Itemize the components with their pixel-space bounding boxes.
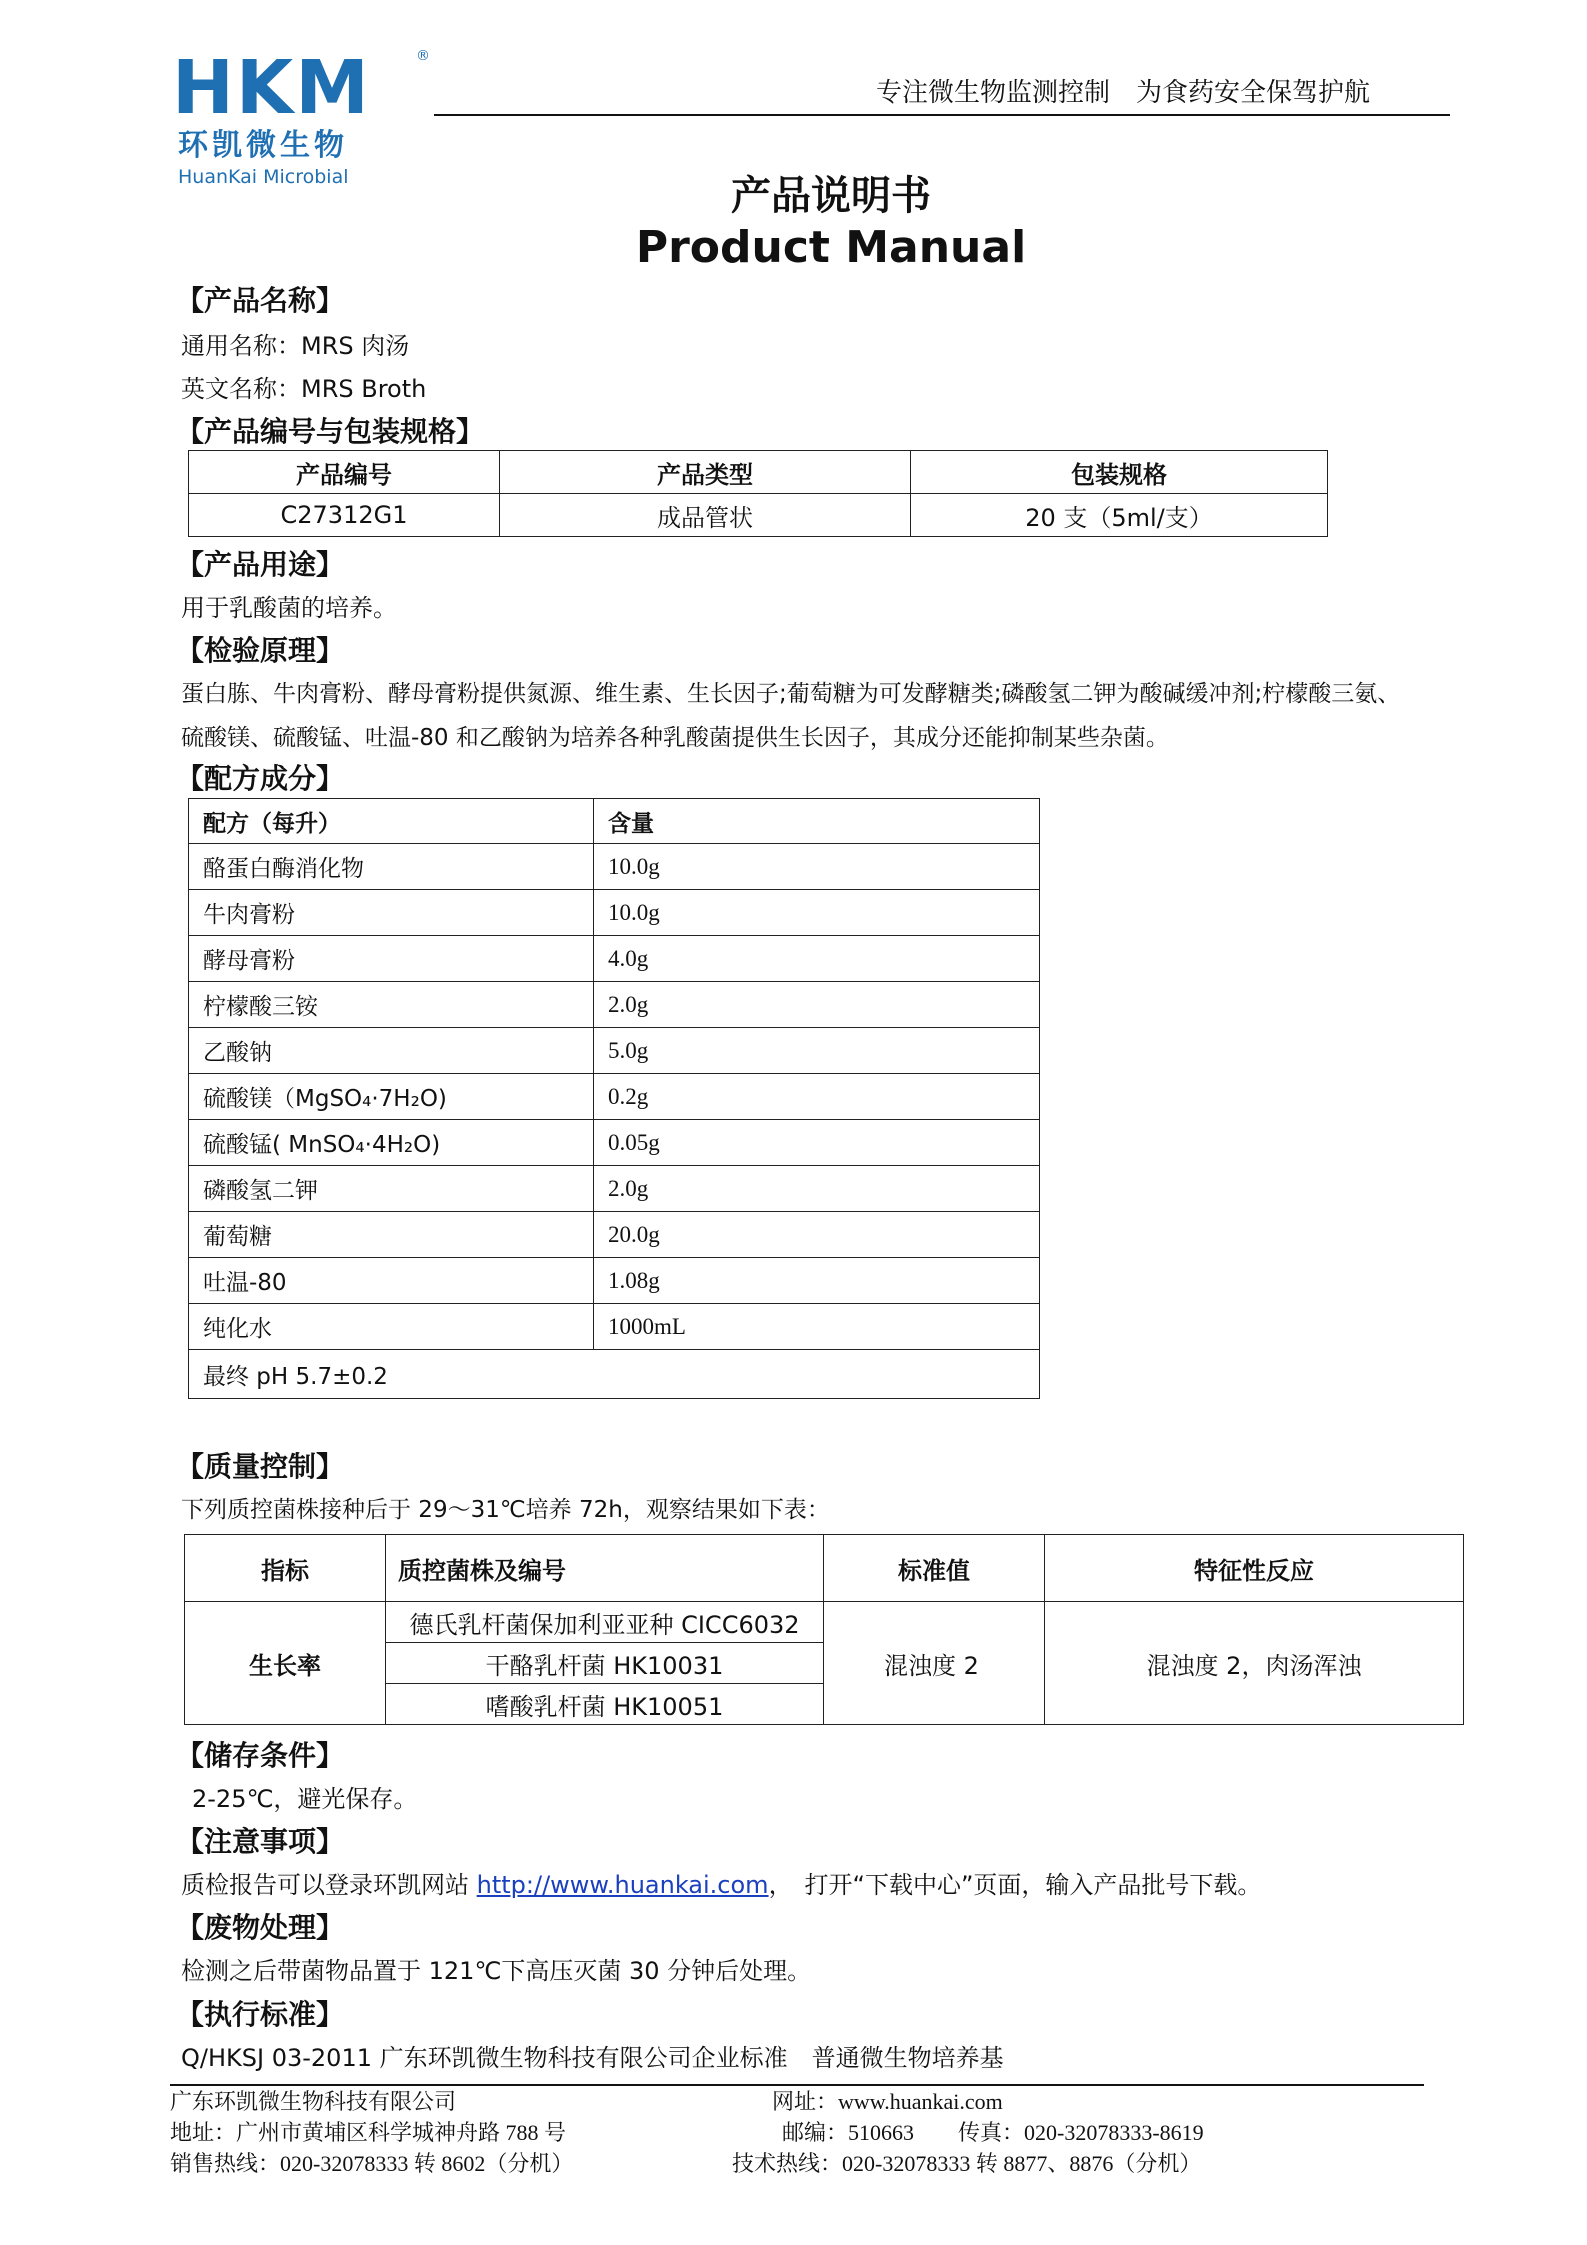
- ingredient: 酵母膏粉: [189, 936, 594, 982]
- notes-text-before: 质检报告可以登录环凯网站: [181, 1871, 477, 1899]
- table-row: [189, 936, 1040, 982]
- principle-line-1: 蛋白胨、牛肉膏粉、酵母膏粉提供氮源、维生素、生长因子;葡萄糖为可发酵糖类;磷酸氢二钾为酸碱缓冲剂;柠檬酸三氨、: [181, 681, 1401, 707]
- table-row: [189, 1028, 1040, 1074]
- col-header: 标准值: [824, 1535, 1045, 1602]
- characteristic-reaction: 混浊度 2，肉汤浑浊: [1045, 1602, 1464, 1725]
- section-standard: 【执行标准】: [176, 1998, 345, 2031]
- ingredient: 柠檬酸三铵: [189, 982, 594, 1028]
- section-spec: 【产品编号与包装规格】: [176, 415, 485, 448]
- table-row: [189, 1212, 1040, 1258]
- section-formula: 【配方成分】: [176, 762, 345, 795]
- section-product-name: 【产品名称】: [176, 284, 345, 317]
- footer-postcode: 邮编：510663: [782, 2120, 915, 2145]
- product-code: C27312G1: [189, 494, 500, 537]
- ingredient: 硫酸锰( MnSO₄·4H₂O): [189, 1120, 594, 1166]
- registered-mark: ®: [416, 48, 430, 64]
- table-row: [189, 1120, 1040, 1166]
- amount: 4.0g: [594, 936, 1040, 982]
- table-row: [189, 1350, 1040, 1399]
- qc-intro: 下列质控菌株接种后于 29～31℃培养 72h，观察结果如下表：: [181, 1497, 830, 1523]
- notes-text: [181, 1869, 1261, 1901]
- amount: 2.0g: [594, 982, 1040, 1028]
- ingredient: 纯化水: [189, 1304, 594, 1350]
- col-header: 指标: [185, 1535, 386, 1602]
- company-logo: [172, 45, 432, 188]
- product-type: 成品管状: [500, 494, 911, 537]
- page-title-en: Product Manual: [635, 222, 1027, 273]
- storage-text: 2-25℃，避光保存。: [192, 1785, 418, 1813]
- table-header-row: [189, 451, 1328, 494]
- table-header-row: [185, 1535, 1464, 1602]
- ingredient: 牛肉膏粉: [189, 890, 594, 936]
- notes-text-after: ， 打开“下载中心”页面，输入产品批号下载。: [768, 1871, 1262, 1899]
- table-row: [189, 890, 1040, 936]
- table-row: [189, 844, 1040, 890]
- final-ph: 最终 pH 5.7±0.2: [189, 1350, 1040, 1399]
- logo-english-name: HuanKai Microbial: [178, 166, 349, 188]
- col-header: 含量: [594, 799, 1040, 844]
- amount: 5.0g: [594, 1028, 1040, 1074]
- col-header: 配方（每升）: [189, 799, 594, 844]
- amount: 20.0g: [594, 1212, 1040, 1258]
- footer-divider: [170, 2084, 1424, 2086]
- col-header: 质控菌株及编号: [386, 1535, 824, 1602]
- footer-sales-hotline: 销售热线：020-32078333 转 8602（分机）: [170, 2151, 574, 2176]
- strain: 干酪乳杆菌 HK10031: [386, 1643, 824, 1684]
- table-row: [189, 1166, 1040, 1212]
- amount: 10.0g: [594, 890, 1040, 936]
- col-header: 产品编号: [189, 451, 500, 494]
- section-disposal: 【废物处理】: [176, 1911, 345, 1944]
- footer-fax: 传真：020-32078333-8619: [958, 2120, 1204, 2145]
- header-divider: [434, 114, 1450, 116]
- ingredient: 乙酸钠: [189, 1028, 594, 1074]
- section-qc: 【质量控制】: [176, 1450, 345, 1483]
- strain: 嗜酸乳杆菌 HK10051: [386, 1684, 824, 1725]
- website-link[interactable]: http://www.huankai.com: [476, 1871, 769, 1899]
- usage-text: 用于乳酸菌的培养。: [181, 594, 397, 622]
- strain: 德氏乳杆菌保加利亚亚种 CICC6032: [386, 1602, 824, 1643]
- standard-value: 混浊度 2: [824, 1602, 1045, 1725]
- ingredient: 硫酸镁（MgSO₄·7H₂O): [189, 1074, 594, 1120]
- amount: 1.08g: [594, 1258, 1040, 1304]
- spec-table: [188, 450, 1328, 537]
- disposal-text: 检测之后带菌物品置于 121℃下高压灭菌 30 分钟后处理。: [181, 1957, 812, 1985]
- ingredient: 葡萄糖: [189, 1212, 594, 1258]
- section-usage: 【产品用途】: [176, 548, 345, 581]
- section-storage: 【储存条件】: [176, 1739, 345, 1772]
- footer-company: 广东环凯微生物科技有限公司: [170, 2089, 457, 2114]
- standard-text: Q/HKSJ 03-2011 广东环凯微生物科技有限公司企业标准 普通微生物培养基: [181, 2044, 1004, 2072]
- table-row: [189, 1304, 1040, 1350]
- col-header: 产品类型: [500, 451, 911, 494]
- table-row: [185, 1602, 1464, 1643]
- ingredient: 酪蛋白酶消化物: [189, 844, 594, 890]
- english-name: 英文名称：MRS Broth: [181, 375, 427, 403]
- col-header: 特征性反应: [1045, 1535, 1464, 1602]
- principle-line-2: 硫酸镁、硫酸锰、吐温-80 和乙酸钠为培养各种乳酸菌提供生长因子，其成分还能抑制某些杂菌。: [181, 725, 1169, 751]
- table-row: [189, 494, 1328, 537]
- page-title-cn: 产品说明书: [731, 173, 931, 219]
- common-name: 通用名称：MRS 肉汤: [181, 332, 410, 360]
- ingredient: 吐温-80: [189, 1258, 594, 1304]
- footer-website: 网址：www.huankai.com: [772, 2089, 1003, 2114]
- amount: 0.2g: [594, 1074, 1040, 1120]
- ingredient: 磷酸氢二钾: [189, 1166, 594, 1212]
- logo-chinese-name: 环凯微生物: [178, 128, 348, 163]
- table-row: [189, 1074, 1040, 1120]
- table-row: [189, 1258, 1040, 1304]
- amount: 0.05g: [594, 1120, 1040, 1166]
- formula-table: [188, 798, 1040, 1399]
- table-header-row: [189, 799, 1040, 844]
- col-header: 包装规格: [911, 451, 1328, 494]
- section-principle: 【检验原理】: [176, 634, 345, 667]
- table-row: [189, 982, 1040, 1028]
- indicator: 生长率: [185, 1602, 386, 1725]
- logo-mark: HKM: [172, 45, 371, 131]
- section-notes: 【注意事项】: [176, 1825, 345, 1858]
- amount: 1000mL: [594, 1304, 1040, 1350]
- footer-tech-hotline: 技术热线：020-32078333 转 8877、8876（分机）: [732, 2151, 1202, 2176]
- qc-table: [184, 1534, 1464, 1725]
- amount: 10.0g: [594, 844, 1040, 890]
- amount: 2.0g: [594, 1166, 1040, 1212]
- package-spec: 20 支（5ml/支）: [911, 494, 1328, 537]
- footer-address: 地址：广州市黄埔区科学城神舟路 788 号: [170, 2120, 567, 2145]
- slogan: 专注微生物监测控制 为食药安全保驾护航: [876, 78, 1371, 108]
